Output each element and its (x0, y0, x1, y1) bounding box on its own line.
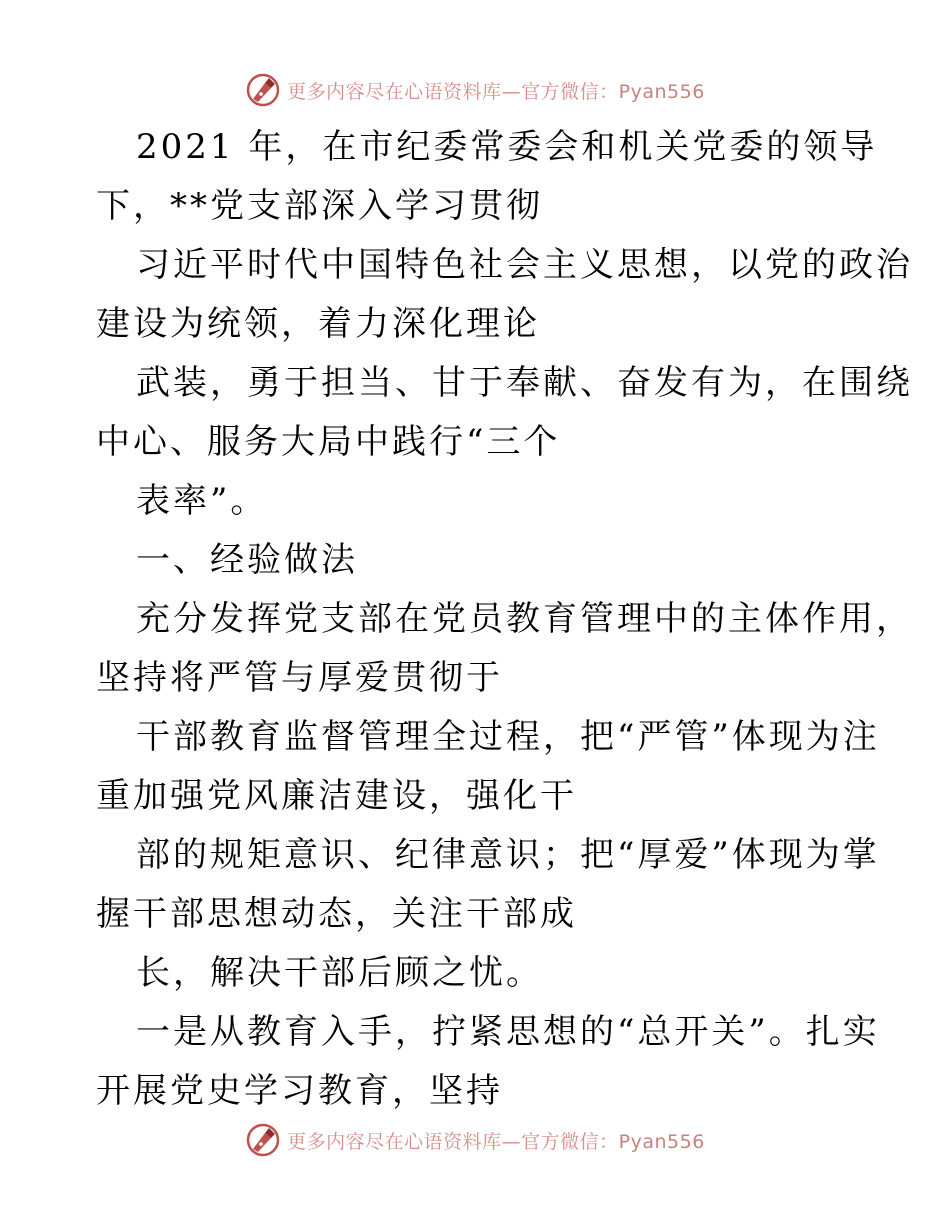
paragraph-line: 表率”。 (136, 481, 268, 521)
paragraph-line: 下，**党支部深入学习贯彻 (96, 186, 543, 226)
paragraph-line: 武装，勇于担当、甘于奉献、奋发有为，在围绕 (136, 363, 913, 403)
paragraph-line: 长，解决干部后顾之忧。 (136, 953, 543, 993)
paragraph-line: 干部教育监督管理全过程，把“严管”体现为注 (136, 717, 880, 757)
watermark-handle: Pyan556 (618, 80, 705, 103)
document-body (96, 118, 913, 1121)
paragraph-line: 充分发挥党支部在党员教育管理中的主体作用， (136, 599, 913, 639)
watermark-handle: Pyan556 (618, 1130, 705, 1153)
paragraph-line: 习近平时代中国特色社会主义思想，以党的政治 (136, 245, 913, 285)
watermark-text: 更多内容尽在心语资料库—官方微信：Pyan556 (287, 80, 705, 103)
paragraph-line: 部的规矩意识、纪律意识；把“厚爱”体现为掌 (136, 835, 880, 875)
paragraph-line: 握干部思想动态，关注干部成 (96, 894, 577, 934)
pen-nib-logo-icon (245, 72, 281, 108)
header-watermark (0, 70, 950, 110)
footer-watermark (0, 1120, 950, 1160)
section-heading: 一、经验做法 (136, 540, 358, 580)
paragraph-line: 一是从教育入手，拧紧思想的“总开关”。扎实 (136, 1012, 880, 1052)
paragraph-line: 重加强党风廉洁建设，强化干 (96, 776, 577, 816)
watermark-text: 更多内容尽在心语资料库—官方微信：Pyan556 (287, 1130, 705, 1153)
paragraph-line: 坚持将严管与厚爱贯彻于 (96, 658, 503, 698)
paragraph-line: 建设为统领，着力深化理论 (96, 304, 540, 344)
paragraph-line: 2021 年，在市纪委常委会和机关党委的领导 (136, 127, 878, 167)
paragraph-line: 中心、服务大局中践行“三个 (96, 422, 561, 462)
pen-nib-logo-icon (245, 1122, 281, 1158)
paragraph-line: 开展党史学习教育，坚持 (96, 1071, 503, 1111)
